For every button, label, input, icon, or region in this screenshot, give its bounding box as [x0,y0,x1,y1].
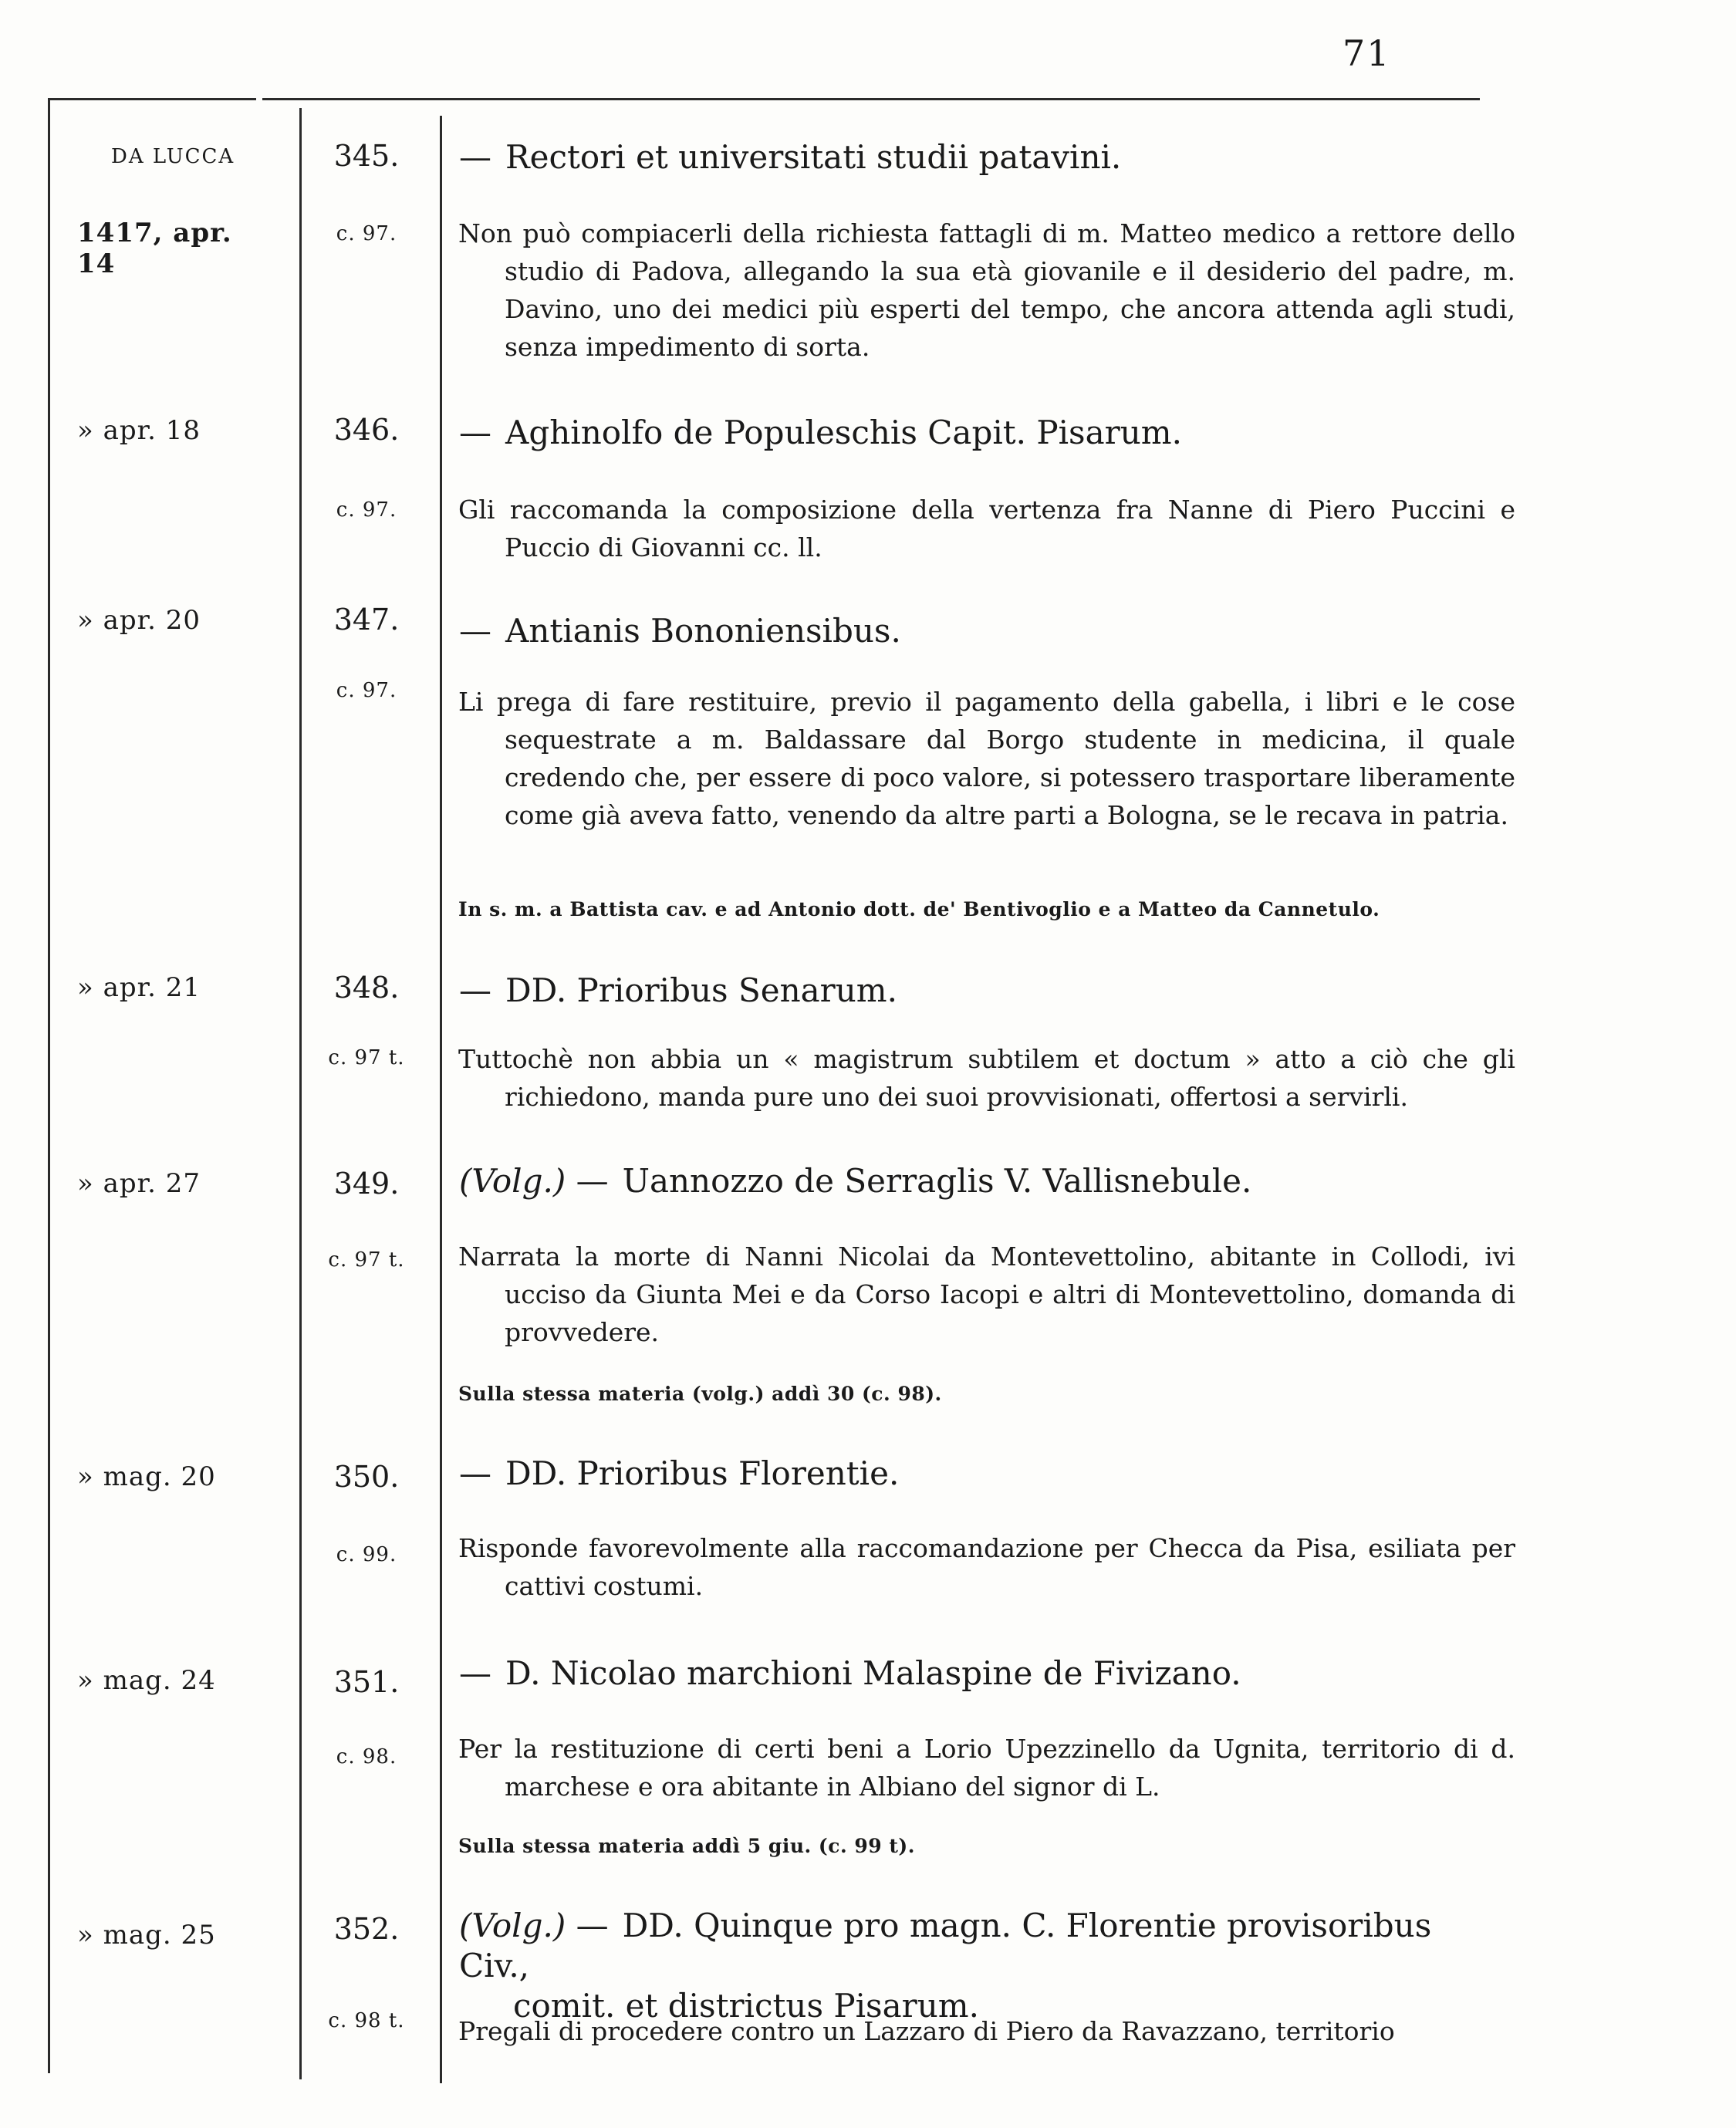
entry-folio: c. 98. [336,1745,397,1768]
entry-number: 345. [333,139,400,173]
date-column-header: DA LUCCA [111,145,235,168]
entry-body: Per la restituzione di certi beni a Lorio Upezzinello da Ugnita, territorio di d. marchese e ora abitante in Albiano del signor di L. [458,1734,1515,1802]
entry-date: » apr. 27 [77,1168,201,1199]
entry-title [459,971,1478,1011]
entry-number: 347. [333,603,400,637]
title-dash: — [459,138,491,176]
title-dash: — [459,1454,491,1492]
left-margin-rule [48,98,50,2073]
entry-note: Sulla stessa materia (volg.) addì 30 (c. 98). [458,1383,942,1405]
entry-note: In s. m. a Battista cav. e ad Antonio dott. de' Bentivoglio e a Matteo da Cannetulo. [458,898,1380,920]
entry-body: Pregali di procedere contro un Lazzaro di Piero da Ravazzano, territorio [458,2016,1395,2046]
entry-date: » mag. 24 [77,1665,216,1696]
entry-folio: c. 97. [336,498,397,522]
entry-body: Risponde favorevolmente alla raccomandazione per Checca da Pisa, esiliata per cattivi costumi. [458,1533,1515,1601]
number-column-rule [440,116,442,2083]
entry-title [459,1161,1478,1201]
entry-body: Non può compiacerli della richiesta fattagli di m. Matteo medico a rettore dello studio di Padova, allegando la sua età giovanile e il desiderio del padre, m. Davino, uno dei medici più esperti del tempo, che ancora attenda agli studi, senza impedimento di sorta. [458,218,1515,362]
entry-date: » apr. 21 [77,972,201,1003]
entry-body: Narrata la morte di Nanni Nicolai da Montevettolino, abitante in Collodi, ivi ucciso da Giunta Mei e da Corso Iacopi e altri di Montevettolino, domanda di provvedere. [458,1241,1515,1347]
entry-number: 349. [333,1167,400,1201]
entry-number: 346. [333,413,400,447]
title-dash: — [576,1162,609,1200]
entry-number: 348. [333,971,400,1005]
entry-folio: c. 97. [336,679,397,702]
page-number: 71 [1343,32,1391,74]
entry-date: » apr. 20 [77,605,201,636]
title-dash: — [576,1907,609,1944]
title-text: Uannozzo de Serraglis V. Vallisnebule. [622,1162,1252,1200]
title-text: DD. Quinque pro magn. C. Florentie provisoribus Civ., [459,1907,1432,1984]
entry-title [459,1906,1478,2026]
title-dash: — [459,1654,491,1692]
entry-number: 350. [333,1460,400,1494]
entry-date: » apr. 18 [77,415,201,446]
entry-title [459,137,1478,177]
entry-title [459,1454,1478,1494]
entry-date: » mag. 20 [77,1461,216,1492]
title-text: D. Nicolao marchioni Malaspine de Fivizano. [505,1654,1241,1692]
entry-title [459,413,1478,453]
title-dash: — [459,971,491,1009]
entry-folio: c. 97 t. [328,1248,405,1272]
entry-folio: c. 99. [336,1543,397,1566]
entry-folio: c. 97 t. [328,1046,405,1069]
entry-number: 351. [333,1665,400,1699]
title-volg: (Volg.) [459,1907,566,1944]
entry-body: Li prega di fare restituire, previo il pagamento della gabella, i libri e le cose sequestrate a m. Baldassare dal Borgo studente in medicina, il quale credendo che, per essere di poco valore, si potessero trasportare liberamente come già aveva fatto, venendo da altre parti a Bologna, se le recava in patria. [458,687,1515,830]
entry-note: Sulla stessa materia addì 5 giu. (c. 99 t). [458,1835,915,1857]
date-column-rule [299,108,302,2079]
title-text: DD. Prioribus Senarum. [505,971,897,1009]
title-dash: — [459,414,491,451]
top-rule-right [262,98,1480,100]
title-continuation: comit. et districtus Pisarum. [513,1987,979,2025]
title-text: Rectori et universitati studii patavini. [505,138,1122,176]
entry-date: 1417, apr. 14 [77,218,232,279]
entry-body: Tuttochè non abbia un « magistrum subtilem et doctum » atto a ciò che gli richiedono, manda pure uno dei suoi provvisionati, offertosi a servirli. [458,1044,1515,1112]
entry-title [459,1653,1478,1694]
title-volg: (Volg.) [459,1162,566,1200]
entry-number: 352. [333,1912,400,1946]
title-text: Aghinolfo de Populeschis Capit. Pisarum. [505,414,1182,451]
entry-date: » mag. 25 [77,1920,216,1951]
entry-folio: c. 97. [336,222,397,245]
title-text: DD. Prioribus Florentie. [505,1454,900,1492]
entry-folio: c. 98 t. [328,2009,405,2032]
title-text: Antianis Bononiensibus. [505,612,901,650]
top-rule-left [48,98,256,100]
title-dash: — [459,612,491,650]
entry-body: Gli raccomanda la composizione della vertenza fra Nanne di Piero Puccini e Puccio di Giovanni cc. ll. [458,495,1515,562]
entry-title [459,611,1478,651]
